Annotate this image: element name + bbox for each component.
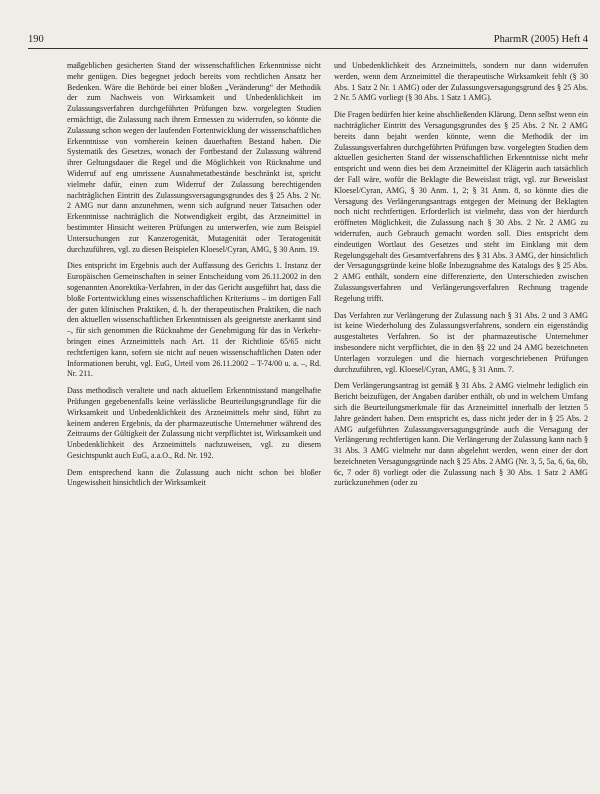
page-number: 190 (28, 34, 44, 45)
right-column (334, 61, 588, 787)
paragraph: Das Verfahren zur Verlängerung der Zulassung nach § 31 Abs. 2 und 3 AMG ist keine Wiederholung des Zulassungsverfahrens, sondern ein eigenständig ausgestaltetes Verfahren. So ist der pharmazeutische Unternehmer insbesondere nicht verpflichtet, die in den §§ 22 und 24 AMG bezeichneten Unterlagen vorzulegen und die hiernach vorgeschriebenen Prüfungen durchzuführen, vgl. Kloesel/Cyran, AMG, § 31 Anm. 7. (334, 310, 588, 374)
running-header (28, 34, 588, 49)
paragraph: maßgeblichen gesicherten Stand der wissenschaftlichen Erkenntnisse nicht mehr genügen. Dies begegnet jedoch bereits vom rechtlichen Ansatz her Bedenken. Wäre die Behörde bei einer bloßen „Veränderung“ der Methodik der zum Nachweis von Wirksamkeit und Unbedenklichkeit im Zulassungsverfahren durchgeführten Prüfungen bzw. vorgelegten Studien ermächtigt, die Zulassung nach ihrem Ermessen zu widerrufen, so könnte die Zulassung schon wegen der laufenden Fortentwicklung der wissenschaftlichen Erkenntnisse von vornherein keinen dauerhaften Bestand haben. Die Systematik des Gesetzes, wonach der Fortbestand der Zulassung während ihrer Geltungsdauer die Regel und die Möglichkeit von Rücknahme und Widerruf auf eng umrissene Ausnahmetatbestände beschränkt ist, spricht vielmehr dafür, einen zum Widerruf der Zulassung berechtigenden nachträglichen Eintritt des Zulassungsversagungsgrundes des § 25 Abs. 2 Nr. 2 AMG nur dann anzunehmen, wenn sich aufgrund neuer Tatsachen oder Erkenntnisse nachträglich die Notwendigkeit ergibt, das Arzneimittel in bestimmter Hinsicht weiteren Prüfungen zu unterwerfen, wie zum Beispiel Untersuchungen zur Kanzerogenität, Mutagenität oder Teratogenität durchzuführen, vgl. zu diesen Beispielen Kloesel/Cyran, AMG, § 30 Anm. 19. (67, 61, 321, 254)
paragraph: Dem Verlängerungsantrag ist gemäß § 31 Abs. 2 AMG vielmehr lediglich ein Bericht beizufügen, der Angaben darüber enthält, ob und in welchem Umfang sich die Beurteilungsmerkmale für das Arzneimittel innerhalb der letzten 5 Jahre geändert haben. Dem entspricht es, dass nicht jeder der in § 25 Abs. 2 AMG aufgeführten Zulassungsversagungsgründe auch die Versagung der Verlängerung rechtfertigen kann. Die Verlängerung der Zulassung kann nach § 31 Abs. 3 AMG vielmehr nur dann abgelehnt werden, wenn einer der dort bezeichneten Versagungsgründe nach § 25 Abs. 2 AMG (Nr. 3, 5, 5a, 6, 6a, 6b, 6c, 7 oder 8) vorliegt oder die Zulassung nach § 30 Abs. 1 Satz 2 AMG zurückzunehmen (oder zu (334, 381, 588, 488)
paragraph: Die Fragen bedürfen hier keine abschließenden Klärung. Denn selbst wenn ein nachträglicher Eintritt des Versagungsgrundes des § 25 Abs. 2 Nr. 2 AMG bereits dann bejaht werden könnte, wenn die Methodik der im Zulassungsverfahren durchgeführten Prüfungen bzw. vorgelegten Studien dem aktuellen gesicherten Stand der wissenschaftlichen Erkenntnisse nicht mehr entspricht und wenn dies bei dem Arzneimittel der Klägerin auch tatsächlich der Fall wäre, wofür die Beklagte die Beweislast trägt, vgl. zur Beweislast Kloesel/Cyran, AMG, § 30 Anm. 1, 2; § 31 Anm. 8, so könnte dies die Versagung des Verlängerungsantrags entgegen der Meinung der Beklagten noch nicht rechtfertigen. Erforderlich ist vielmehr, dass von der hierdurch eröffneten Möglichkeit, die Zulassung nach § 30 Abs. 2 Nr. 2 AMG zu widerrufen, auch Gebrauch gemacht worden soll. Dies entspricht dem eindeutigen Wortlaut des Gesetzes und steht im Einklang mit dem Regelungsgehalt des Gesamtverfahrens des § 31 Abs. 3 AMG, der hinsichtlich der Versagungsgründe keine bloße Inbezugnahme des Katalogs des § 25 Abs. 2 AMG enthält, sondern eine differenzierte, den Unterschieden zwischen Zulassungsverfahren und Verlängerungsverfahren Rechnung tragende Regelung trifft. (334, 110, 588, 303)
journal-title: PharmR (2005) Heft 4 (493, 34, 588, 45)
paragraph: und Unbedenklichkeit des Arzneimittels, sondern nur dann widerrufen werden, wenn dem Arzneimittel die therapeutische Wirksamkeit fehlt (§ 30 Abs. 1 Satz 2 Nr. 1 AMG) oder der Zulassungsversagungsgrund des § 25 Abs. 2 Nr. 5 AMG vorliegt (§ 30 Abs. 1 Satz 1 AMG). (334, 61, 588, 103)
paragraph: Dies entspricht im Ergebnis auch der Auffassung des Gerichts 1. Instanz der Europäischen Gemeinschaften in seiner Entscheidung vom 26.11.2002 in den sogenannten Anorektika-Verfahren, in der das Gericht ausgeführt hat, dass die bloße Fortentwicklung eines wissenschaftlichen Kriteriums – im dortigen Fall der guten klinischen Praktiken, d. h. der therapeutischen Praktiken, die nach den aktuellen wissenschaftlichen Erkenntnissen als geeignetste anerkannt sind –, für sich genommen die Rücknahme der Genehmigung für das in Verkehr-bringen eines Arzneimittels nach Art. 11 der Richtlinie 65/65 nicht rechtfertigen kann, sofern sie nicht auf neuen wissenschaftlichen Daten oder Informationen beruht, vgl. EuG, Urteil vom 26.11.2002 – T-74/00 u. a. –, Rd. Nr. 211. (67, 261, 321, 379)
left-column (67, 61, 321, 787)
paragraph: Dem entsprechend kann die Zulassung auch nicht schon bei bloßer Ungewissheit hinsichtlich der Wirksamkeit (67, 467, 321, 488)
paragraph: Dass methodisch veraltete und nach aktuellem Erkenntnisstand mangelhafte Prüfungen gegebenenfalls keine verlässliche Beurteilungsgrundlage für die Wirksamkeit und Unbedenklichkeit des Arzneimittels mehr sind, führt zu keinem anderen Ergebnis, da der pharmazeutische Unternehmer während des Zeitraums der Gültigkeit der Zulassung nicht verpflichtet ist, Wirksamkeit und Unbedenklichkeit des Arzneimittels nachzuweisen, vgl. zu diesem Gesichtspunkt auch EuG, a.a.O., Rd. Nr. 192. (67, 386, 321, 460)
